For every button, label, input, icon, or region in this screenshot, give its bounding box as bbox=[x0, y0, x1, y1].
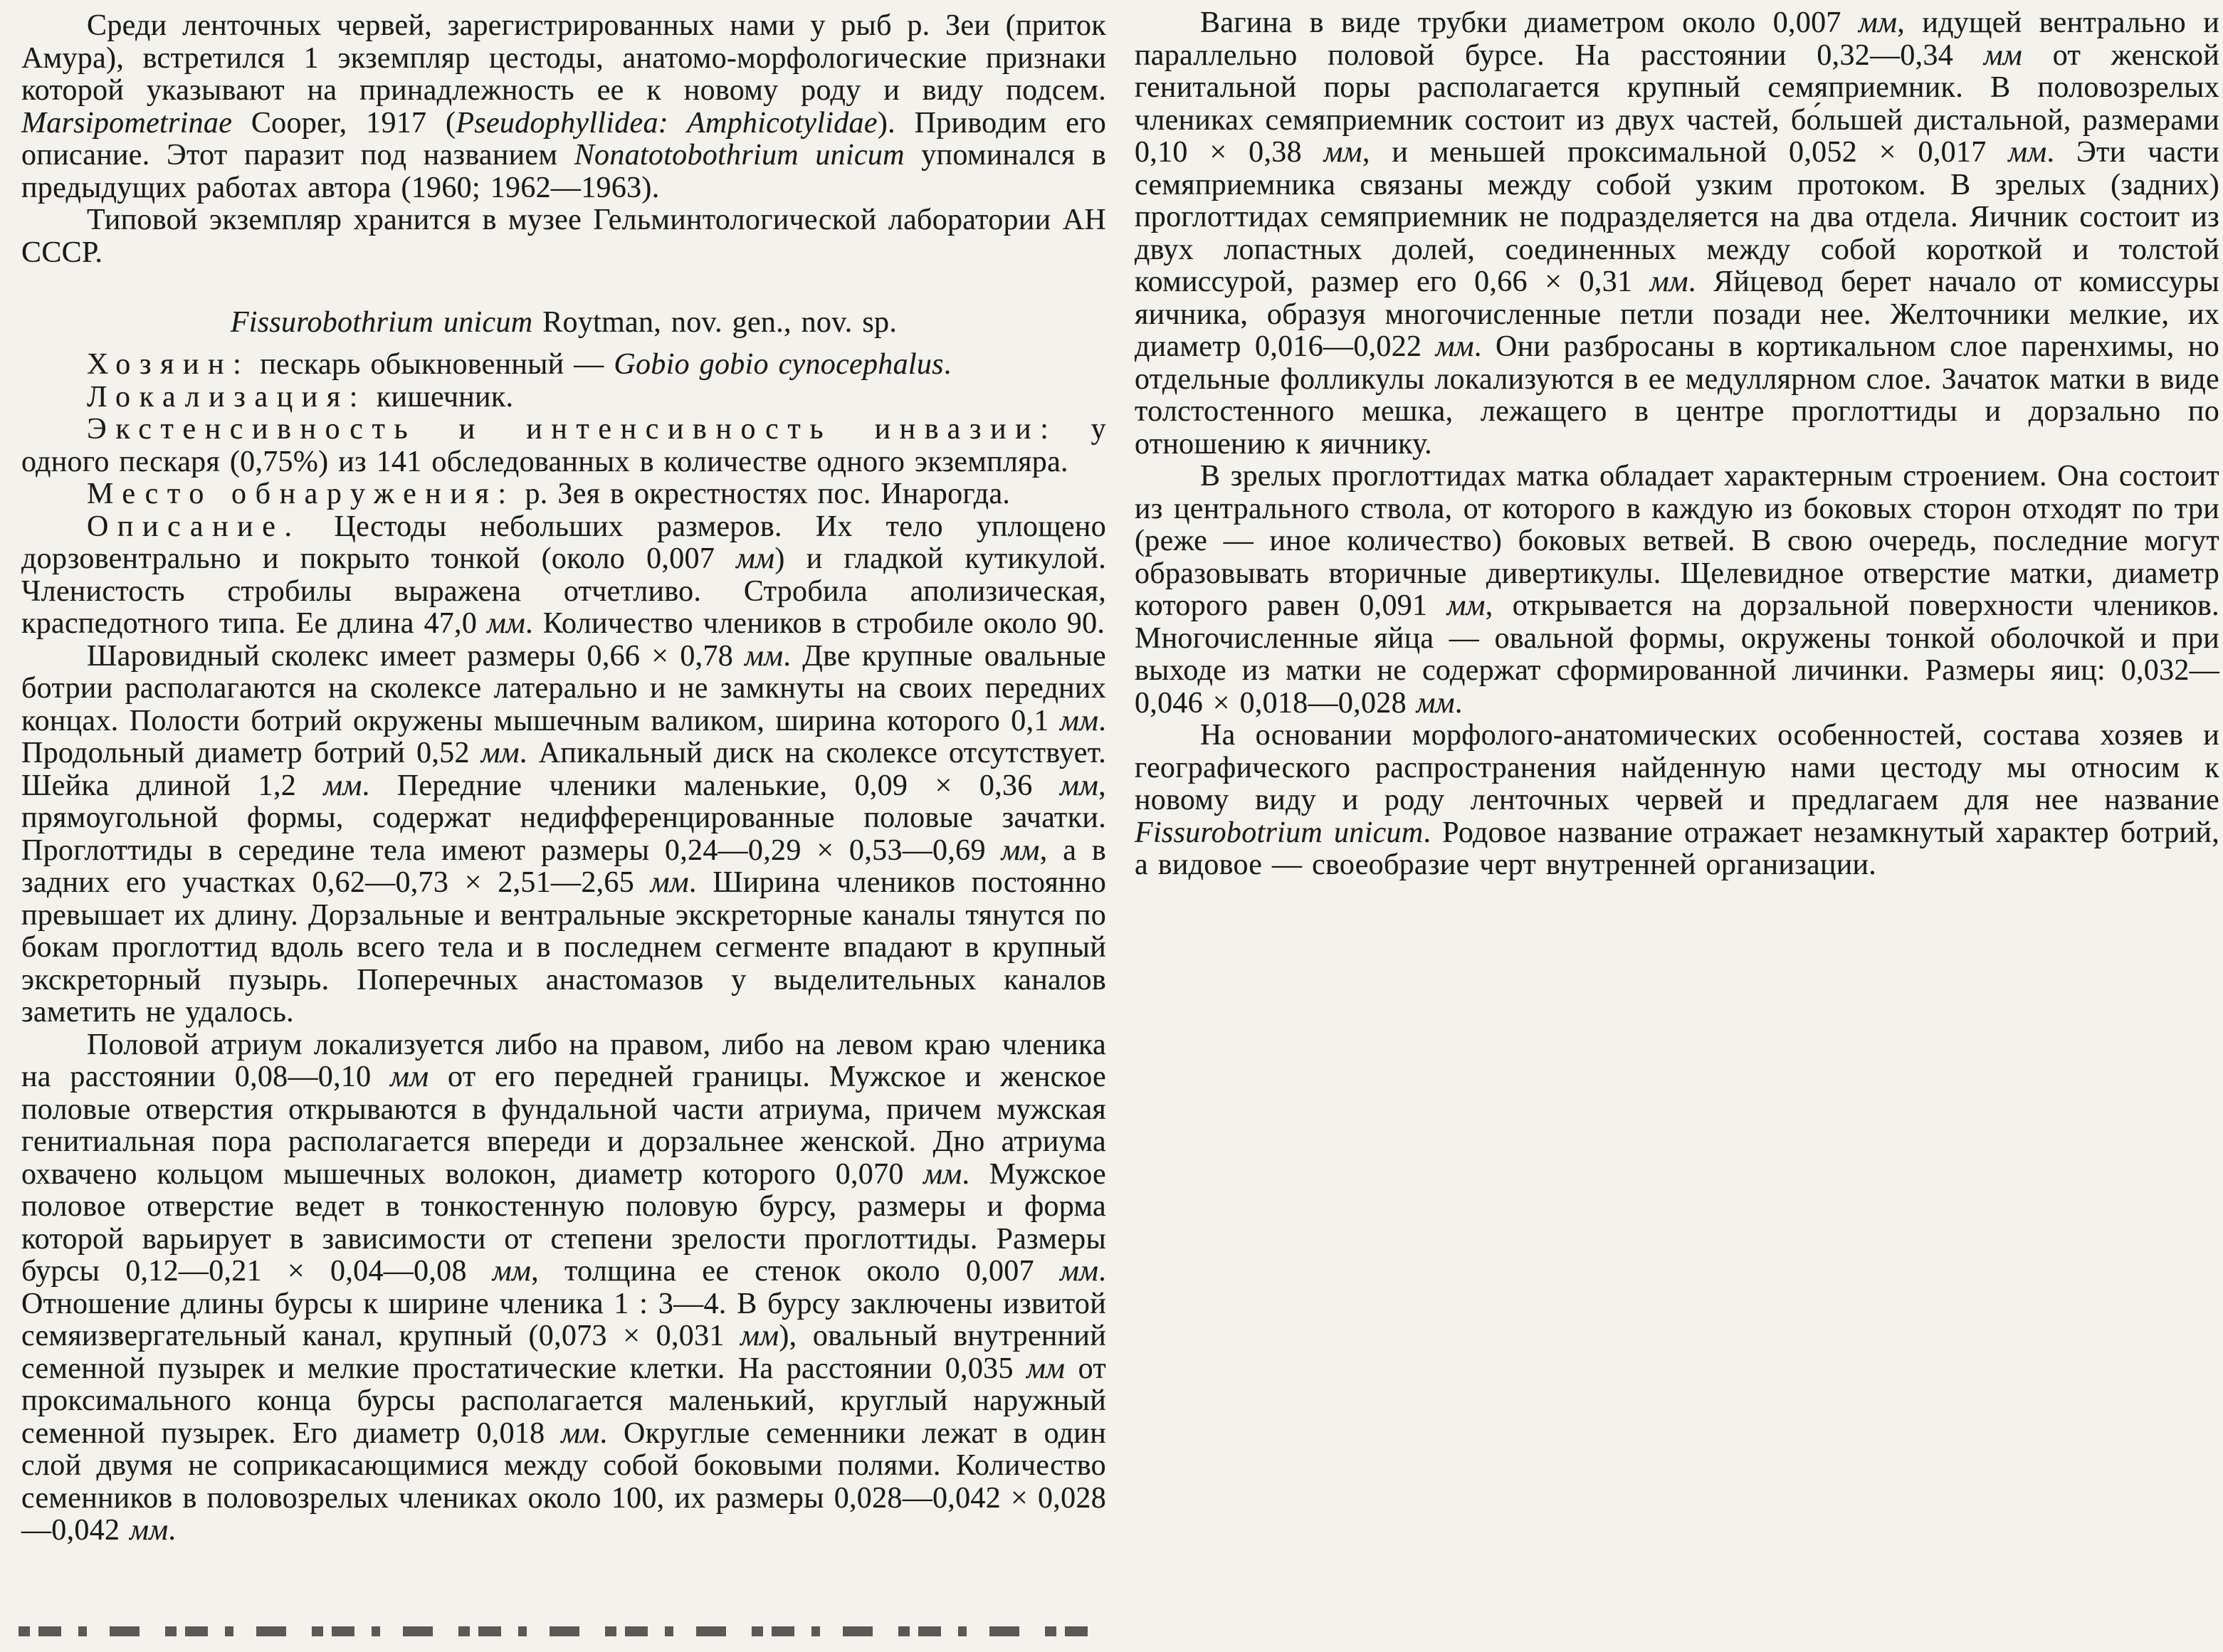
italic-text: мм bbox=[323, 769, 362, 802]
italic-text: мм bbox=[923, 1157, 962, 1191]
paragraph: Шаровидный сколекс имеет размеры 0,66 × 0,78 мм. Две крупные овальные ботрии располагаются на сколексе латерально и не замкнуты на своих передних концах. Полости ботрий окружены мышечным валиком, ширина которого 0,1 мм. Продольный диаметр ботрий 0,52 мм. Апикальный диск на сколексе отсутствует. Шейка длиной 1,2 мм. Передние членики маленькие, 0,09 × 0,36 мм, прямоугольной формы, содержат недифференцированные половые зачатки. Проглоттиды в середине тела имеют размеры 0,24—0,29 × 0,53—0,69 мм, а в задних его участках 0,62—0,73 × 2,51—2,65 мм. Ширина члеников постоянно превышает их длину. Дорзальные и вентральные экскреторные каналы тянутся по бокам проглоттид вдоль всего тела и в последнем сегменте впадают в крупный экскреторный пузырь. Поперечных анастомазов у выделительных каналов заметить не удалось. bbox=[21, 639, 1106, 1028]
paragraph: Типовой экземпляр хранится в музее Гельминтологической лаборатории АН СССР. bbox=[21, 204, 1106, 269]
italic-text: Marsipometrinae bbox=[21, 106, 233, 140]
italic-text: мм bbox=[1059, 704, 1099, 737]
italic-text: Gobio gobio cynocephalus bbox=[614, 348, 944, 381]
italic-text: мм bbox=[1983, 38, 2023, 72]
paragraph: Экстенсивность и интенсивность инвазии: у одного пескаря (0,75%) из 141 обследованных в количестве одного экземпляра. bbox=[21, 413, 1106, 478]
italic-text: мм bbox=[1416, 686, 1455, 720]
italic-text: мм bbox=[1435, 330, 1474, 363]
paragraph: В зрелых проглоттидах матка обладает характерным строением. Она состоит из центрального ствола, от которого в каждую из боковых сторон отходят по три (реже — иное количество) боковых ветвей. В свою очередь, последние могут образовывать вторичные дивертикулы. Щелевидное отверстие матки, диаметр которого равен 0,091 мм, открывается на дорзальной поверхности члеников. Многочисленные яйца — овальной формы, окружены тонкой оболочкой и при выходе из матки не содержат сформированной личинки. Размеры яиц: 0,032—0,046 × 0,018—0,028 мм. bbox=[1135, 460, 2219, 720]
italic-text: мм bbox=[740, 1320, 779, 1352]
paragraph: На основании морфолого-анатомических особенностей, состава хозяев и географического распространения найденную нами цестоду мы относим к новому виду и роду ленточных червей и предлагаем для нее название Fissurobotrium unicum. Родовое название отражает незамкнутый характер ботрий, а видовое — своеобразие черт внутренней организации. bbox=[1135, 719, 2219, 881]
scan-edge-artifact bbox=[19, 1626, 1105, 1636]
paragraph: Описание. Цестоды небольших размеров. Их тело уплощено дорзовентрально и покрыто тонкой (около 0,007 мм) и гладкой кутикулой. Членистость стробилы выражена отчетливо. Стробила аполизическая, краспедотного типа. Ее длина 47,0 мм. Количество члеников в стробиле около 90. bbox=[21, 510, 1107, 640]
italic-text: мм bbox=[561, 1416, 600, 1450]
species-heading: Fissurobothrium unicum Roytman, nov. gen., nov. sp. bbox=[230, 306, 898, 339]
paragraph: Хозяин: пескарь обыкновенный — Gobio gobio cynocephalus. bbox=[87, 348, 952, 381]
italic-text: мм bbox=[390, 1061, 429, 1093]
paragraph: Место обнаружения: р. Зея в окрестностях пос. Инарогда. bbox=[87, 478, 1011, 510]
italic-text: Pseudophyllidea: Amphicotylidae bbox=[456, 106, 878, 140]
italic-text: мм bbox=[1446, 589, 1486, 622]
italic-text: мм bbox=[1649, 265, 1688, 298]
italic-text: мм bbox=[1001, 833, 1040, 867]
italic-text: мм bbox=[480, 737, 520, 769]
italic-text: мм bbox=[130, 1514, 169, 1547]
paragraph: Среди ленточных червей, зарегистрированных нами у рыб р. Зеи (приток Амура), встретился 1 экземпляр цестоды, анатомо-морфологические признаки которой указывают на принадлежность ее к новому роду и виду подсем. Marsipometrinae Cooper, 1917 (Pseudophyllidea: Amphicotylidae). Приводим его описание. Этот паразит под названием Nonatotobothrium unicum упоминался в предыдущих работах автора (1960; 1962—1963). bbox=[21, 9, 1107, 204]
paragraph: Вагина в виде трубки диаметром около 0,007 мм, идущей вентрально и параллельно половой бурсе. На расстоянии 0,32—0,34 мм от женской генитальной поры располагается крупный семяприемник. В половозрелых члениках семяприемник состоит из двух частей, бо́льшей дистальной, размерами 0,10 × 0,38 мм, и меньшей проксимальной 0,052 × 0,017 мм. Эти части семяприемника связаны между собой узким протоком. В зрелых (задних) проглоттидах семяприемник не подразделяется на два отдела. Яичник состоит из двух лопастных долей, соединенных между собой короткой и толстой комиссурой, размер его 0,66 × 0,31 мм. Яйцевод берет начало от комиссуры яичника, образуя многочисленные петли позади нее. Желточники мелкие, их диаметр 0,016—0,022 мм. Они разбросаны в кортикальном слое паренхимы, но отдельные фолликулы локализуются в ее медуллярном слое. Зачаток матки в виде толстостенного мешка, лежащего в центре проглоттиды и дорзально по отношению к яичнику. bbox=[1135, 6, 2219, 461]
italic-text: мм bbox=[492, 1255, 532, 1288]
italic-text: мм bbox=[1059, 769, 1099, 802]
italic-text: мм bbox=[650, 866, 689, 899]
letterspaced-term: Место обнаружения: bbox=[87, 478, 515, 510]
italic-text: мм bbox=[745, 639, 784, 673]
italic-text: Fissurobothrium unicum bbox=[230, 306, 533, 339]
left-column bbox=[21, 10, 1106, 1547]
italic-text: Fissurobotrium unicum bbox=[1135, 816, 1424, 849]
letterspaced-term: Хозяин: bbox=[87, 348, 251, 381]
italic-text: мм bbox=[736, 542, 775, 575]
italic-text: мм bbox=[2008, 136, 2047, 169]
italic-text: мм bbox=[1059, 1255, 1099, 1288]
letterspaced-term: Описание. bbox=[87, 510, 301, 543]
paragraph: Половой атриум локализуется либо на правом, либо на левом краю членика на расстоянии 0,08—0,10 мм от его передней границы. Мужское и женское половые отверстия открываются в фундальной части атриума, причем мужская генитиальная пора располагается впереди и дорзальнее женской. Дно атриума охвачено кольцом мышечных волокон, диаметр которого 0,070 мм. Мужское половое отверстие ведет в тонкостенную половую бурсу, размеры и форма которой варьирует в зависимости от степени зрелости проглоттиды. Размеры бурсы 0,12—0,21 × 0,04—0,08 мм, толщина ее стенок около 0,007 мм. Отношение длины бурсы к ширине членика 1 : 3—4. В бурсу заключены извитой семяизвергательный канал, крупный (0,073 × 0,031 мм), овальный внутренний семенной пузырек и мелкие простатические клетки. На расстоянии 0,035 мм от проксимального конца бурсы располагается маленький, круглый наружный семенной пузырек. Его диаметр 0,018 мм. Округлые семенники лежат в один слой двумя не соприкасающимися между собой боковыми полями. Количество семенников в половозрелых члениках около 100, их размеры 0,028—0,042 × 0,028—0,042 мм. bbox=[21, 1028, 1107, 1547]
italic-text: мм bbox=[1323, 136, 1362, 169]
letterspaced-term: Локализация: bbox=[87, 380, 367, 414]
italic-text: Nonatotobothrium unicum bbox=[574, 139, 905, 172]
paragraph: Локализация: кишечник. bbox=[87, 380, 514, 414]
italic-text: мм bbox=[1859, 6, 1898, 39]
italic-text: мм bbox=[486, 607, 526, 640]
right-column bbox=[1135, 7, 2219, 882]
italic-text: мм bbox=[1026, 1352, 1066, 1385]
letterspaced-term: Экстенсивность и интенсивность инвазии: bbox=[87, 413, 1058, 446]
